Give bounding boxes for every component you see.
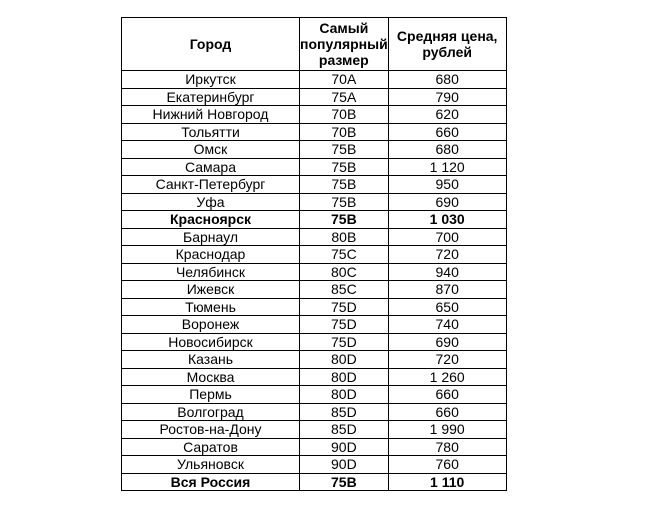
city-cell: Омск — [122, 141, 300, 159]
price-cell: 1 110 — [388, 473, 506, 491]
table-row — [122, 71, 507, 89]
header-city: Город — [122, 18, 300, 71]
price-cell: 680 — [388, 71, 506, 89]
city-cell: Новосибирск — [122, 333, 300, 351]
size-cell: 70A — [300, 71, 389, 89]
price-cell: 660 — [388, 386, 506, 404]
price-cell: 650 — [388, 298, 506, 316]
price-cell: 1 120 — [388, 158, 506, 176]
size-cell: 90D — [300, 438, 389, 456]
city-cell: Вся Россия — [122, 473, 300, 491]
size-cell: 80D — [300, 368, 389, 386]
city-cell: Ижевск — [122, 281, 300, 299]
table-row — [122, 298, 507, 316]
price-cell: 690 — [388, 333, 506, 351]
table-row — [122, 263, 507, 281]
price-cell: 700 — [388, 228, 506, 246]
size-cell: 85D — [300, 403, 389, 421]
city-cell: Екатеринбург — [122, 88, 300, 106]
city-cell: Пермь — [122, 386, 300, 404]
size-cell: 80C — [300, 263, 389, 281]
size-cell: 75D — [300, 298, 389, 316]
table-row — [122, 88, 507, 106]
price-cell: 620 — [388, 106, 506, 124]
price-cell: 780 — [388, 438, 506, 456]
table-row — [122, 158, 507, 176]
table-row — [122, 176, 507, 194]
size-cell: 75B — [300, 473, 389, 491]
size-cell: 75B — [300, 158, 389, 176]
city-cell: Волгоград — [122, 403, 300, 421]
city-cell: Ростов-на-Дону — [122, 421, 300, 439]
price-cell: 660 — [388, 123, 506, 141]
size-cell: 85D — [300, 421, 389, 439]
table-row — [122, 123, 507, 141]
table-row — [122, 106, 507, 124]
size-cell: 80D — [300, 386, 389, 404]
city-cell: Ульяновск — [122, 456, 300, 474]
price-cell: 1 990 — [388, 421, 506, 439]
city-cell: Москва — [122, 368, 300, 386]
table-row — [122, 333, 507, 351]
city-cell: Краснодар — [122, 246, 300, 264]
table-row — [122, 351, 507, 369]
size-cell: 90D — [300, 456, 389, 474]
price-cell: 680 — [388, 141, 506, 159]
size-cell: 70B — [300, 106, 389, 124]
city-cell: Челябинск — [122, 263, 300, 281]
header-average-price: Средняя цена, рублей — [388, 18, 506, 71]
bra-price-table — [121, 17, 507, 491]
price-cell: 870 — [388, 281, 506, 299]
city-cell: Нижний Новгород — [122, 106, 300, 124]
size-cell: 80B — [300, 228, 389, 246]
city-cell: Иркутск — [122, 71, 300, 89]
price-cell: 660 — [388, 403, 506, 421]
city-cell: Саратов — [122, 438, 300, 456]
table-header-row — [122, 18, 507, 71]
table-row — [122, 456, 507, 474]
city-cell: Санкт-Петербург — [122, 176, 300, 194]
size-cell: 75B — [300, 176, 389, 194]
city-cell: Красноярск — [122, 211, 300, 229]
size-cell: 70B — [300, 123, 389, 141]
price-cell: 720 — [388, 246, 506, 264]
size-cell: 85C — [300, 281, 389, 299]
price-cell: 720 — [388, 351, 506, 369]
table-row — [122, 211, 507, 229]
price-cell: 790 — [388, 88, 506, 106]
table-row — [122, 421, 507, 439]
price-cell: 740 — [388, 316, 506, 334]
table-row — [122, 281, 507, 299]
table-row — [122, 316, 507, 334]
table-row — [122, 473, 507, 491]
price-cell: 690 — [388, 193, 506, 211]
table-row — [122, 386, 507, 404]
table-row — [122, 368, 507, 386]
price-cell: 950 — [388, 176, 506, 194]
city-cell: Тюмень — [122, 298, 300, 316]
city-cell: Воронеж — [122, 316, 300, 334]
table-row — [122, 246, 507, 264]
table-row — [122, 403, 507, 421]
header-popular-size: Самый популярный размер — [300, 18, 389, 71]
city-cell: Самара — [122, 158, 300, 176]
table-row — [122, 438, 507, 456]
city-cell: Барнаул — [122, 228, 300, 246]
table-row — [122, 228, 507, 246]
size-cell: 75A — [300, 88, 389, 106]
size-cell: 75C — [300, 246, 389, 264]
price-cell: 1 260 — [388, 368, 506, 386]
size-cell: 80D — [300, 351, 389, 369]
city-cell: Тольятти — [122, 123, 300, 141]
city-cell: Казань — [122, 351, 300, 369]
size-cell: 75B — [300, 141, 389, 159]
city-cell: Уфа — [122, 193, 300, 211]
size-cell: 75D — [300, 316, 389, 334]
size-cell: 75B — [300, 211, 389, 229]
size-cell: 75B — [300, 193, 389, 211]
price-cell: 940 — [388, 263, 506, 281]
price-cell: 1 030 — [388, 211, 506, 229]
table-body — [122, 71, 507, 491]
size-cell: 75D — [300, 333, 389, 351]
table-row — [122, 141, 507, 159]
price-cell: 760 — [388, 456, 506, 474]
table-row — [122, 193, 507, 211]
